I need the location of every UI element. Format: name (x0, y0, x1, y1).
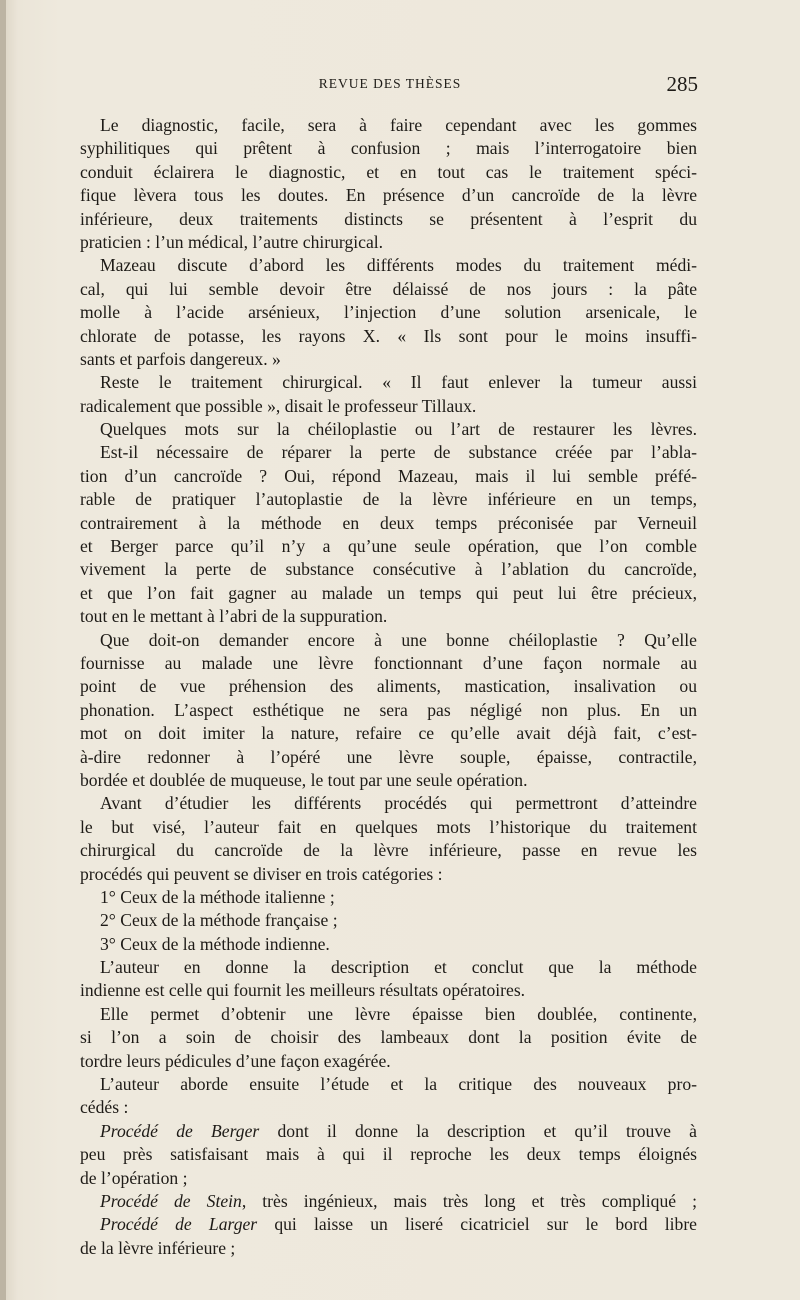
line-text: peu près satisfaisant mais à qui il reproche les deux temps éloignés (80, 1144, 697, 1165)
line-text: dont il donne la description et qu’il trouve à (259, 1120, 697, 1141)
text-line (80, 979, 697, 1002)
text-line (80, 605, 697, 628)
line-text: bordée et doublée de muqueuse, le tout par une seule opération. (80, 769, 528, 790)
line-text: à-dire redonner à l’opéré une lèvre souple, épaisse, contractile, (80, 746, 697, 767)
line-text: de la lèvre inférieure ; (80, 1237, 236, 1258)
text-line (80, 675, 697, 698)
line-text: tion d’un cancroïde ? Oui, répond Mazeau, mais il lui semble préfé- (80, 465, 697, 486)
line-text: radicalement que possible », disait le professeur Tillaux. (80, 395, 477, 416)
text-line (80, 652, 697, 675)
text-line (80, 1237, 697, 1260)
text-line (80, 301, 697, 324)
text-line (80, 184, 697, 207)
text-line (80, 465, 697, 488)
text-line (80, 231, 697, 254)
text-line (80, 208, 697, 231)
line-text: cédés : (80, 1097, 129, 1118)
text-line (80, 1003, 697, 1026)
line-text: qui laisse un liseré cicatriciel sur le bord libre (257, 1214, 697, 1235)
text-line (80, 769, 697, 792)
text-line (80, 722, 697, 745)
line-text: chlorate de potasse, les rayons X. « Ils sont pour le moins insuffi- (80, 325, 697, 346)
text-line (80, 909, 697, 932)
line-text: rable de pratiquer l’autoplastie de la lèvre inférieure en un temps, (80, 489, 697, 510)
line-text: point de vue préhension des aliments, mastication, insalivation ou (80, 676, 697, 697)
text-line (80, 325, 697, 348)
text-line (80, 371, 697, 394)
text-line (80, 512, 697, 535)
line-text: 1° Ceux de la méthode italienne ; (100, 886, 335, 907)
text-line (80, 1073, 697, 1096)
text-line (80, 839, 697, 862)
line-text: Le diagnostic, facile, sera à faire cependant avec les gommes (100, 115, 697, 135)
line-text: fournisse au malade une lèvre fonctionnant d’une façon normale au (80, 652, 697, 673)
text-line (80, 161, 697, 184)
line-text: fique lèvera tous les doutes. En présence d’un cancroïde de la lèvre (80, 185, 697, 206)
line-text: et que l’on fait gagner au malade un temps qui peut lui être précieux, (80, 582, 697, 603)
text-line (80, 746, 697, 769)
line-text: procédés qui peuvent se diviser en trois catégories : (80, 863, 443, 884)
text-line (80, 278, 697, 301)
procedure-name: Procédé de Berger (100, 1120, 260, 1141)
line-text: sants et parfois dangereux. » (80, 348, 281, 369)
line-text: 2° Ceux de la méthode française ; (100, 910, 338, 931)
line-text: Elle permet d’obtenir une lèvre épaisse bien doublée, continente, (100, 1003, 697, 1024)
text-line (80, 792, 697, 815)
line-text: cal, qui lui semble devoir être délaissé de nos jours : la pâte (80, 278, 697, 299)
line-text: chirurgical du cancroïde de la lèvre inférieure, passe en revue les (80, 840, 697, 861)
line-text: Quelques mots sur la chéiloplastie ou l’art de restaurer les lèvres. (100, 419, 697, 440)
text-line (80, 629, 697, 652)
text-line (80, 863, 697, 886)
line-text: molle à l’acide arsénieux, l’injection d’une solution arsenicale, le (80, 302, 697, 323)
line-text: Avant d’étudier les différents procédés qui permettront d’atteindre (100, 793, 697, 814)
text-line (80, 699, 697, 722)
text-line (80, 582, 697, 605)
procedure-name: Procédé de Larger (100, 1214, 258, 1235)
line-text: indienne est celle qui fournit les meilleurs résultats opératoires. (80, 980, 526, 1001)
line-text: L’auteur aborde ensuite l’étude et la critique des nouveaux pro- (100, 1074, 697, 1095)
body-text (80, 114, 697, 1260)
running-title: REVUE DES THÈSES (318, 76, 462, 91)
line-text: contrairement à la méthode en deux temps préconisée par Verneuil (80, 512, 697, 533)
line-text: vivement la perte de substance consécutive à l’ablation du cancroïde, (80, 559, 697, 580)
line-text: phonation. L’aspect esthétique ne sera pas négligé non plus. En un (80, 699, 697, 720)
text-line (80, 956, 697, 979)
text-line (80, 1143, 697, 1166)
line-text: L’auteur en donne la description et conclut que la méthode (100, 957, 697, 978)
line-text: Que doit-on demander encore à une bonne chéiloplastie ? Qu’elle (100, 629, 697, 650)
line-text: 3° Ceux de la méthode indienne. (100, 933, 330, 954)
line-text: de l’opération ; (80, 1167, 188, 1188)
text-line (80, 535, 697, 558)
line-text: tout en le mettant à l’abri de la suppuration. (80, 606, 388, 627)
line-text: praticien : l’un médical, l’autre chirurgical. (80, 231, 384, 252)
text-line (80, 1213, 697, 1236)
line-text: Mazeau discute d’abord les différents modes du traitement médi- (100, 255, 697, 276)
text-line (80, 1190, 697, 1213)
line-text: Reste le traitement chirurgical. « Il faut enlever la tumeur aussi (100, 372, 697, 393)
text-line (80, 395, 697, 418)
line-text: syphilitiques qui prêtent à confusion ; mais l’interrogatoire bien (80, 138, 697, 159)
text-line (80, 137, 697, 160)
text-line (80, 1050, 697, 1073)
text-line (80, 1120, 697, 1143)
text-line (80, 254, 697, 277)
text-line (80, 1167, 697, 1190)
text-line (80, 441, 697, 464)
line-text: tordre leurs pédicules d’une façon exagérée. (80, 1050, 391, 1071)
line-text: et Berger parce qu’il n’y a qu’une seule opération, que l’on comble (80, 536, 697, 557)
page-number: 285 (666, 72, 698, 96)
text-line (80, 933, 697, 956)
text-line (80, 488, 697, 511)
line-text: conduit éclairera le diagnostic, et en tout cas le traitement spéci- (80, 161, 697, 182)
line-text: si l’on a soin de choisir des lambeaux dont la position évite de (80, 1027, 697, 1048)
procedure-name: Procédé de Stein (100, 1190, 242, 1211)
text-line (80, 418, 697, 441)
page-header (82, 72, 698, 100)
page-spine-shadow (0, 0, 6, 1300)
text-line (80, 114, 697, 137)
text-line (80, 558, 697, 581)
line-text: le but visé, l’auteur fait en quelques mots l’historique du traitement (80, 816, 697, 837)
text-line (80, 348, 697, 371)
line-text: Est-il nécessaire de réparer la perte de substance créée par l’abla- (100, 442, 697, 463)
text-line (80, 886, 697, 909)
text-line (80, 1026, 697, 1049)
text-line (80, 816, 697, 839)
line-text: inférieure, deux traitements distincts se présentent à l’esprit du (80, 208, 697, 229)
text-line (80, 1096, 697, 1119)
line-text: mot on doit imiter la nature, refaire ce qu’elle avait déjà fait, c’est- (80, 723, 697, 744)
line-text: , très ingénieux, mais très long et très compliqué ; (241, 1190, 697, 1211)
